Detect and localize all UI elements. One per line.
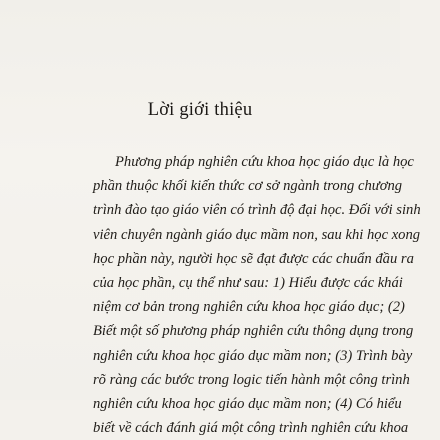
paragraph-line: Biết một số phương pháp nghiên cứu thông dụng trong	[93, 323, 414, 340]
paragraph-line: biết về cách đánh giá một công trình nghiên cứu khoa	[93, 420, 409, 437]
intro-paragraph	[93, 150, 421, 440]
page-title: Lời giới thiệu	[147, 100, 253, 120]
paragraph-line: nghiên cứu khoa học giáo dục mầm non; (4) Có hiểu	[93, 395, 402, 412]
paragraph-line: của học phần, cụ thể như sau: 1) Hiểu được các khái	[93, 274, 403, 291]
paragraph-line: niệm cơ bản trong nghiên cứu khoa học giáo dục; (2)	[93, 299, 405, 316]
paragraph-line: trình đào tạo giáo viên có trình độ đại học. Đối với sinh	[93, 202, 421, 219]
paragraph-line: phần thuộc khối kiến thức cơ sở ngành trong chương	[93, 178, 403, 195]
paragraph-line: học phần này, người học sẽ đạt được các chuẩn đầu ra	[93, 250, 414, 267]
paragraph-line: viên chuyên ngành giáo dục mầm non, sau khi học xong	[93, 226, 421, 243]
paragraph-line: nghiên cứu khoa học giáo dục mầm non; (3) Trình bày	[93, 347, 413, 364]
paragraph-line: rõ ràng các bước trong logic tiến hành một công trình	[93, 371, 410, 388]
paragraph-line: Phương pháp nghiên cứu khoa học giáo dục là học	[115, 154, 414, 170]
